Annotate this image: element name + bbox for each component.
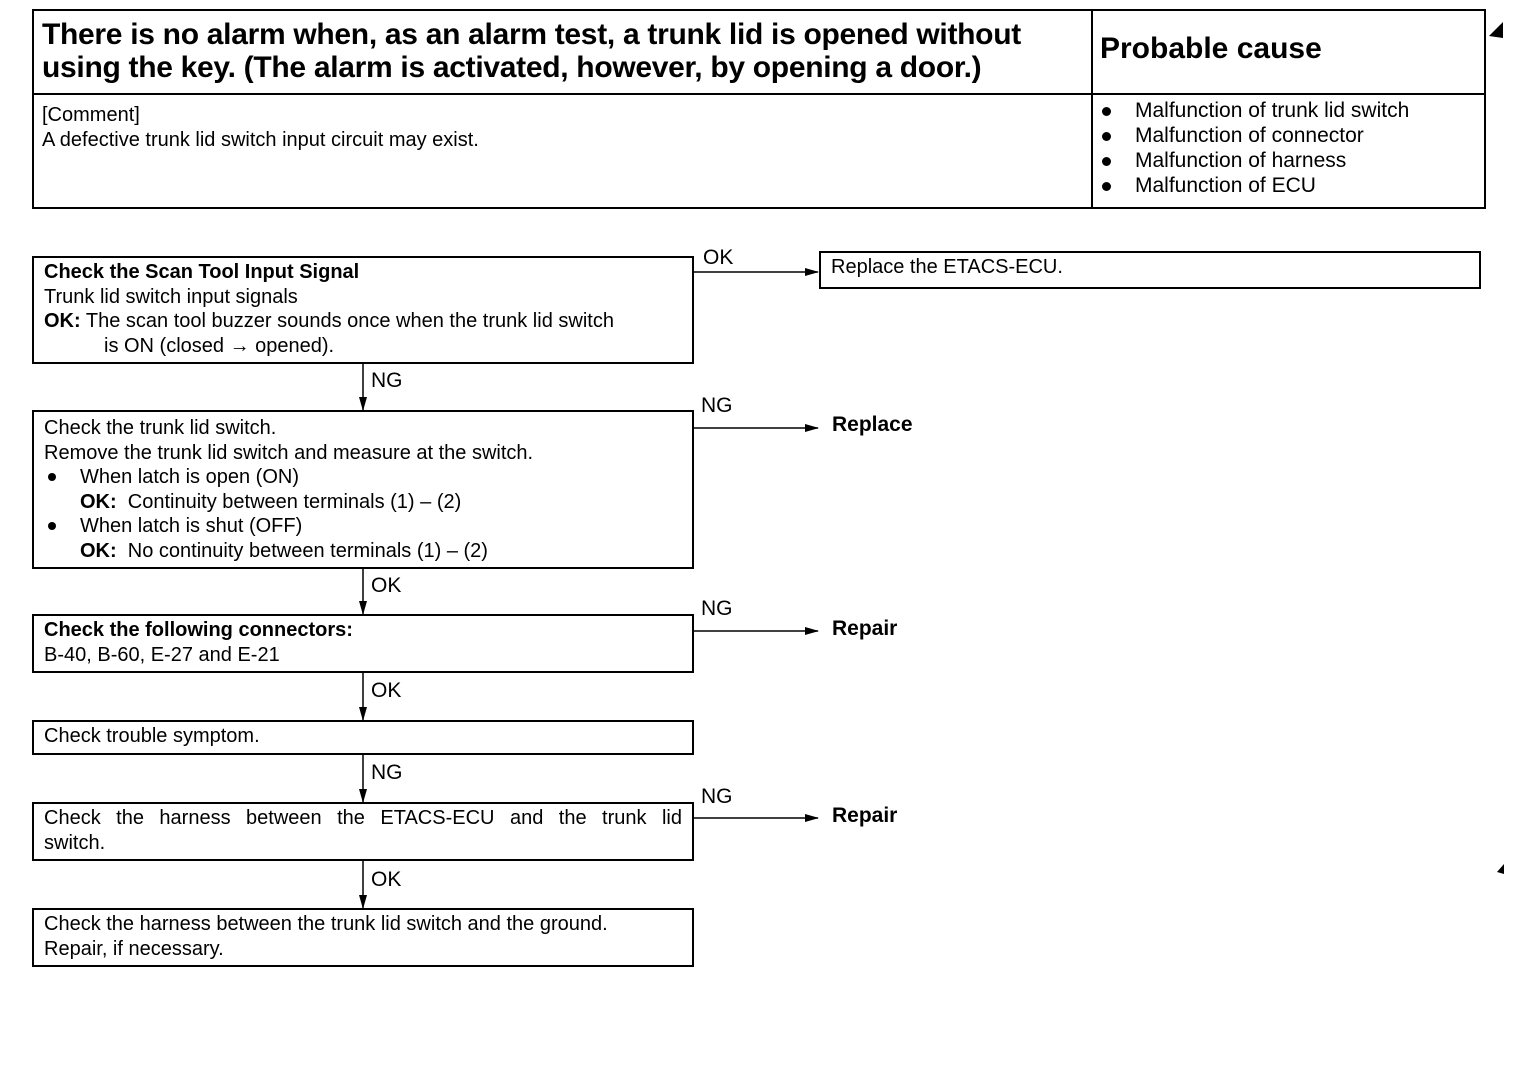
ok-label: OK — [703, 246, 734, 269]
step2-bullet2: When latch is shut (OFF) — [44, 514, 682, 539]
ng-label: NG — [701, 785, 733, 808]
cause-item: Malfunction of harness — [1100, 148, 1409, 173]
result-replace-ecu: Replace the ETACS-ECU. — [819, 251, 1481, 289]
step1-ok: OK: The scan tool buzzer sounds once when the trunk lid switch — [44, 310, 614, 332]
cause-item: Malfunction of trunk lid switch — [1100, 98, 1409, 123]
step-harness-ecu-switch — [32, 802, 694, 861]
comment-label: [Comment] — [42, 104, 140, 126]
step-trunk-lid-switch-check — [32, 410, 694, 569]
step2-ok1: OK: Continuity between terminals (1) – (2) — [80, 490, 462, 513]
ok-label: OK — [371, 679, 402, 702]
ok-label: OK — [371, 574, 402, 597]
cause-item: Malfunction of ECU — [1100, 173, 1409, 198]
step1-ok-cont: is ON (closed → opened). — [104, 334, 335, 357]
step3-title: Check the following connectors: — [44, 619, 353, 641]
result-replace: Replace — [832, 413, 913, 436]
cause-item: Malfunction of connector — [1100, 123, 1409, 148]
scan-mark — [1497, 864, 1504, 874]
step2-bullet1: When latch is open (ON) — [44, 465, 682, 490]
step-harness-switch-ground — [32, 908, 694, 967]
symptom-title: There is no alarm when, as an alarm test, a trunk lid is opened without using the key. (The alarm is activated, however, by opening a door.) — [42, 18, 1021, 84]
result-repair: Repair — [832, 617, 898, 640]
probable-cause-title: Probable cause — [1100, 32, 1322, 65]
step2-line2: Remove the trunk lid switch and measure at the switch. — [44, 441, 534, 464]
scan-mark — [1489, 22, 1503, 38]
step6-line1: Check the harness between the trunk lid switch and the ground. — [44, 913, 608, 935]
step3-line: B-40, B-60, E-27 and E-21 — [44, 643, 280, 666]
step-trouble-symptom: Check trouble symptom. — [32, 720, 694, 755]
ng-label: NG — [371, 369, 403, 392]
bullet-icon — [48, 473, 56, 481]
step6-line2: Repair, if necessary. — [44, 937, 224, 960]
step1-title: Check the Scan Tool Input Signal — [44, 261, 360, 283]
ok-label: OK — [371, 868, 402, 891]
bullet-icon — [48, 522, 56, 530]
result-repair: Repair — [832, 804, 898, 827]
ng-label: NG — [371, 761, 403, 784]
comment-text: A defective trunk lid switch input circuit may exist. — [42, 129, 479, 151]
step2-line1: Check the trunk lid switch. — [44, 417, 277, 439]
step5-line1: Check the harness between the ETACS-ECU and the trunk lid — [44, 807, 682, 829]
step2-ok2: OK: No continuity between terminals (1) – (2) — [80, 539, 488, 562]
ng-label: NG — [701, 394, 733, 417]
step5-line2: switch. — [44, 831, 106, 854]
step-scan-tool-check — [32, 256, 694, 364]
step1-line: Trunk lid switch input signals — [44, 285, 298, 308]
step-connector-check — [32, 614, 694, 673]
ng-label: NG — [701, 597, 733, 620]
